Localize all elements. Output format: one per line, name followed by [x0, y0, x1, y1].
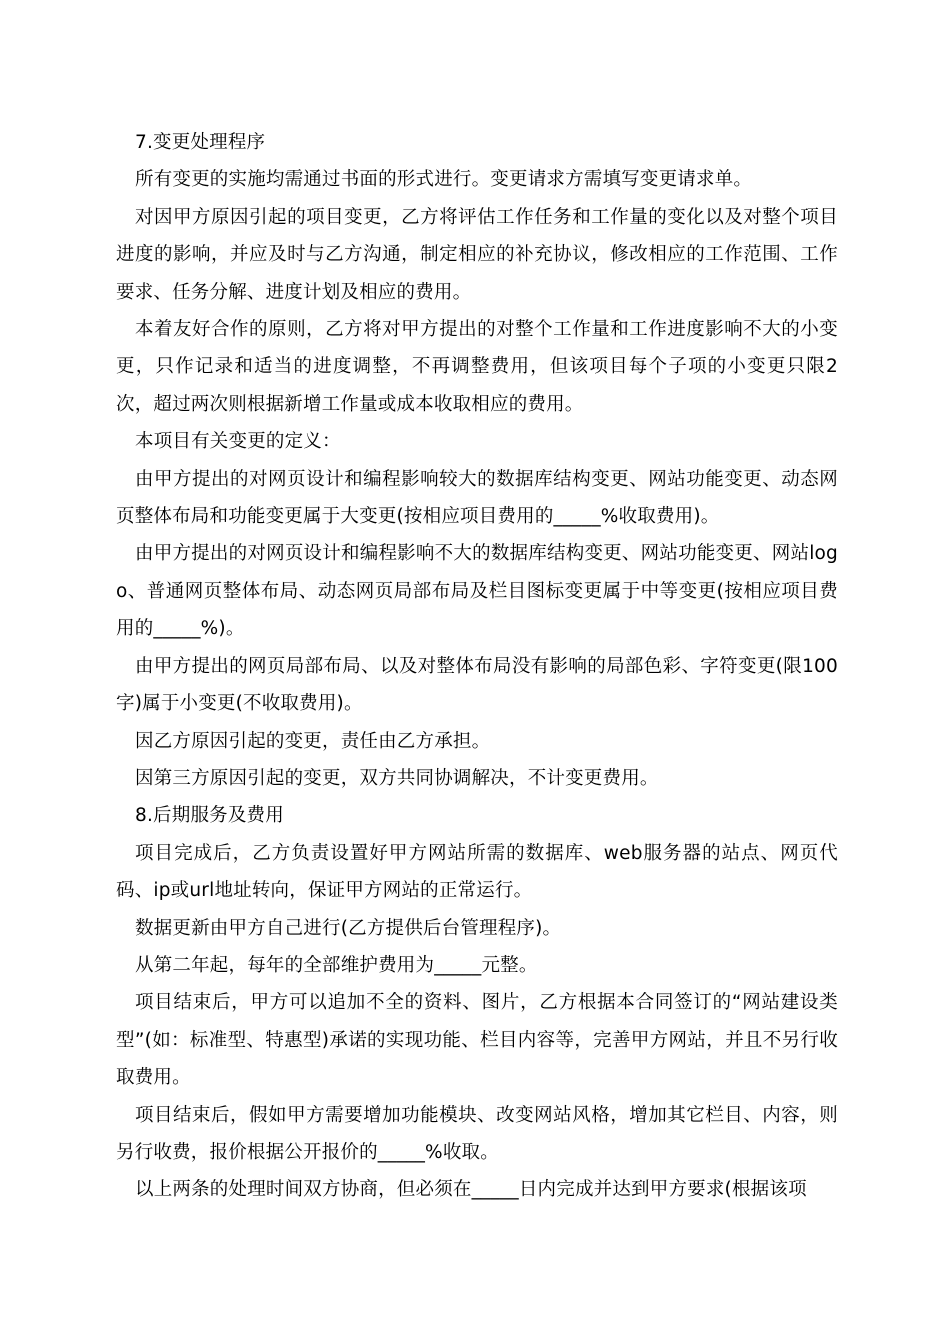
paragraph: 项目完成后，乙方负责设置好甲方网站所需的数据库、web服务器的站点、网页代码、ip或url地址转向，保证甲方网站的正常运行。 [116, 842, 838, 902]
paragraph: 由甲方提出的对网页设计和编程影响不大的数据库结构变更、网站功能变更、网站logo、普通网页整体布局、动态网页局部布局及栏目图标变更属于中等变更(按相应项目费用的_____%)。 [116, 543, 838, 640]
paragraph: 因乙方原因引起的变更，责任由乙方承担。 [135, 730, 491, 752]
paragraph: 由甲方提出的对网页设计和编程影响较大的数据库结构变更、网站功能变更、动态网页整体布局和功能变更属于大变更(按相应项目费用的_____%收取费用)。 [116, 468, 838, 528]
paragraph: 对因甲方原因引起的项目变更，乙方将评估工作任务和工作量的变化以及对整个项目进度的影响，并应及时与乙方沟通，制定相应的补充协议，修改相应的工作范围、工作要求、任务分解、进度计划及相应的费用。 [116, 206, 838, 303]
paragraph: 以上两条的处理时间双方协商，但必须在_____日内完成并达到甲方要求(根据该项 [135, 1179, 807, 1201]
paragraph: 本着友好合作的原则，乙方将对甲方提出的对整个工作量和工作进度影响不大的小变更，只作记录和适当的进度调整，不再调整费用，但该项目每个子项的小变更只限2次，超过两次则根据新增工作量或成本收取相应的费用。 [116, 319, 838, 415]
paragraph: 数据更新由甲方自己进行(乙方提供后台管理程序)。 [135, 917, 562, 939]
section-heading-8: 8.后期服务及费用 [135, 805, 284, 827]
paragraph: 由甲方提出的网页局部布局、以及对整体布局没有影响的局部色彩、字符变更(限100字)属于小变更(不收取费用)。 [116, 655, 838, 715]
document-body [116, 124, 838, 1209]
paragraph: 因第三方原因引起的变更，双方共同协调解决，不计变更费用。 [135, 767, 659, 789]
paragraph: 项目结束后，假如甲方需要增加功能模块、改变网站风格，增加其它栏目、内容，则另行收费，报价根据公开报价的_____%收取。 [116, 1104, 838, 1163]
paragraph: 本项目有关变更的定义： [135, 431, 341, 453]
paragraph: 所有变更的实施均需通过书面的形式进行。变更请求方需填写变更请求单。 [135, 169, 753, 191]
paragraph: 项目结束后，甲方可以追加不全的资料、图片，乙方根据本合同签订的“网站建设类型”(如：标准型、特惠型)承诺的实现功能、栏目内容等，完善甲方网站，并且不另行收取费用。 [116, 992, 838, 1089]
section-heading-7: 7.变更处理程序 [135, 132, 266, 153]
paragraph: 从第二年起，每年的全部维护费用为_____元整。 [135, 954, 538, 976]
